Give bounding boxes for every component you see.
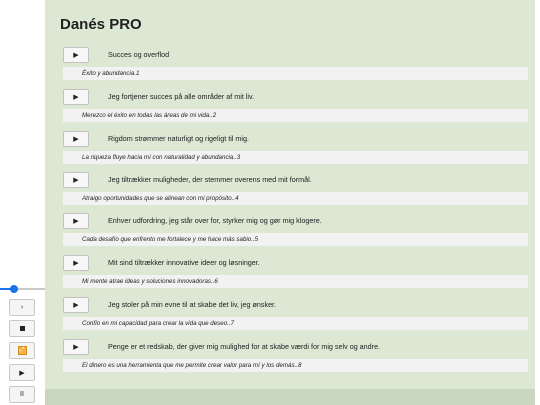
pause-button[interactable] [9, 386, 35, 403]
play-phrase-button[interactable] [63, 339, 89, 355]
translation-box [63, 359, 528, 372]
phrase-item [63, 171, 528, 205]
expand-button[interactable] [9, 342, 35, 359]
phrase-item [63, 46, 528, 80]
danish-line [63, 254, 528, 271]
phrase-item [63, 212, 528, 246]
danish-text: Mit sind tiltrækker innovative ideer og løsninger. [108, 258, 260, 267]
danish-text: Rigdom strømmer naturligt og rigeligt til mig. [108, 134, 249, 143]
danish-text: Jeg fortjener succes på alle områder af mit liv. [108, 92, 255, 101]
panel-footer [45, 389, 535, 405]
play-phrase-button[interactable] [63, 131, 89, 147]
stop-icon [20, 326, 25, 331]
play-phrase-button[interactable] [63, 213, 89, 229]
play-phrase-button[interactable] [63, 255, 89, 271]
spanish-translation: Mi mente atrae ideas y soluciones innovadoras..6 [82, 278, 218, 285]
play-icon: ▶ [73, 176, 79, 184]
spanish-translation: Atraigo oportunidades que se alinean con mi propósito..4 [82, 195, 239, 202]
chevron-right-icon: › [20, 304, 24, 311]
next-button[interactable] [9, 299, 35, 316]
play-icon: ▶ [73, 217, 79, 225]
phrase-panel [45, 0, 535, 405]
play-phrase-button[interactable] [63, 172, 89, 188]
play-icon: ▶ [73, 93, 79, 101]
stop-button[interactable] [9, 320, 35, 337]
translation-box [63, 317, 528, 330]
play-icon: ▶ [73, 135, 79, 143]
play-icon: ▶ [73, 259, 79, 267]
translation-box [63, 151, 528, 164]
translation-box [63, 233, 528, 246]
translation-box [63, 275, 528, 288]
speed-slider[interactable] [0, 286, 45, 292]
play-icon: ▶ [73, 51, 79, 59]
spanish-translation: La riqueza fluye hacia mí con naturalidad y abundancia..3 [82, 154, 241, 161]
spanish-translation: Confío en mi capacidad para crear la vida que deseo..7 [82, 320, 235, 327]
slider-track [14, 288, 45, 290]
play-phrase-button[interactable] [63, 297, 89, 313]
danish-line [63, 88, 528, 105]
play-phrase-button[interactable] [63, 47, 89, 63]
slider-thumb[interactable] [10, 285, 18, 293]
danish-text: Jeg stoler på min evne til at skabe det liv, jeg ønsker. [108, 300, 277, 309]
danish-line [63, 130, 528, 147]
danish-text: Jeg tiltrækker muligheder, der stemmer overens med mit formål. [108, 175, 312, 184]
danish-line [63, 46, 528, 63]
danish-text: Succes og overflod [108, 50, 170, 59]
play-phrase-button[interactable] [63, 89, 89, 105]
play-icon: ▶ [73, 301, 79, 309]
danish-line [63, 212, 528, 229]
translation-box [63, 67, 528, 80]
phrase-item [63, 254, 528, 288]
spanish-translation: Éxito y abundancia.1 [82, 70, 140, 77]
play-icon: ▶ [19, 369, 25, 377]
play-icon: ▶ [73, 343, 79, 351]
expand-icon: ⤢ [18, 346, 27, 355]
pause-icon: II [20, 391, 24, 398]
play-all-button[interactable] [9, 364, 35, 381]
phrase-item [63, 130, 528, 164]
danish-line [63, 171, 528, 188]
page-title: Danés PRO [60, 16, 142, 33]
phrase-item [63, 338, 528, 372]
danish-text: Enhver udfordring, jeg står over for, styrker mig og gør mig klogere. [108, 216, 322, 225]
translation-box [63, 192, 528, 205]
spanish-translation: Cada desafío que enfrento me fortalece y me hace más sabio..5 [82, 236, 259, 243]
player-controls [0, 0, 45, 405]
danish-text: Penge er et redskab, der giver mig mulighed for at skabe værdi for mig selv og andre. [108, 342, 381, 351]
spanish-translation: El dinero es una herramienta que me permite crear valor para mí y los demás..8 [82, 362, 302, 369]
phrase-item [63, 88, 528, 122]
phrase-item [63, 296, 528, 330]
spanish-translation: Merezco el éxito en todas las áreas de mi vida..2 [82, 112, 217, 119]
translation-box [63, 109, 528, 122]
danish-line [63, 296, 528, 313]
danish-line [63, 338, 528, 355]
